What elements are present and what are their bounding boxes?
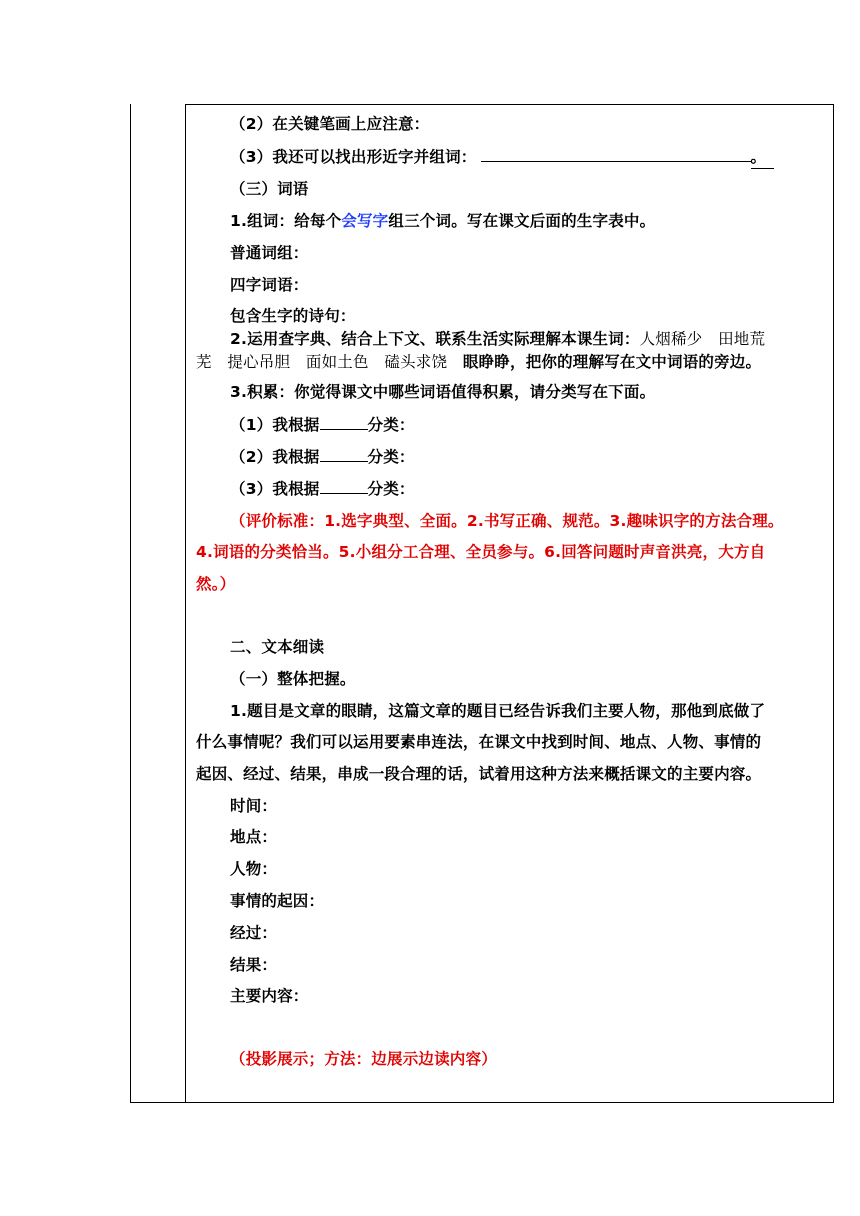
field-label: 人物： [230, 860, 278, 878]
paragraph-text: 什么事情呢？我们可以运用要素串连法，在课文中找到时间、地点、人物、事情的 [196, 733, 762, 751]
table-bottom-border [130, 1102, 834, 1103]
text-line [230, 445, 860, 468]
field-label: 经过： [230, 924, 278, 942]
table-top-border [185, 104, 834, 105]
note-text: （投影展示；方法：边展示边读内容） [230, 1050, 497, 1068]
evaluation-criteria [196, 573, 832, 595]
text-line [230, 985, 860, 1007]
text-line [230, 274, 860, 296]
line-text: 眼睁睁，把你的理解写在文中词语的旁边。 [462, 353, 762, 371]
text-line [230, 178, 860, 200]
vocab-words: 人烟稀少 田地荒 [639, 330, 766, 348]
text-line [230, 826, 860, 848]
line-text: （3）我根据 [230, 480, 320, 498]
text-line [230, 210, 860, 232]
text-line [230, 954, 860, 976]
text-line [230, 145, 860, 169]
fill-blank[interactable] [320, 413, 368, 430]
line-text: 3.积累：你觉得课文中哪些词语值得积累，请分类写在下面。 [230, 383, 656, 401]
text-line [230, 242, 860, 264]
text-line [230, 795, 860, 817]
paragraph-text: 起因、经过、结果，串成一段合理的话，试着用这种方法来概括课文的主要内容。 [196, 765, 762, 783]
text-line [196, 351, 832, 373]
line-text: （1）我根据 [230, 416, 320, 434]
field-label: 主要内容： [230, 987, 309, 1005]
eval-line: 4.词语的分类恰当。5.小组分工合理、全员参与。6.回答问题时声音洪亮，大方自 [196, 543, 766, 561]
paragraph-text: 1.题目是文章的眼睛，这篇文章的题目已经告诉我们主要人物，那他到底做了 [230, 702, 766, 720]
field-label: 地点： [230, 828, 278, 846]
line-text: （3）我还可以找出形近字并组词： [230, 148, 477, 166]
highlight-text: 会写字 [341, 212, 389, 230]
table-left-border [130, 104, 131, 1103]
section-heading: （三）词语 [230, 180, 309, 198]
text-line [230, 113, 860, 135]
text-line [230, 381, 860, 403]
text-line [230, 477, 860, 500]
text-line [230, 328, 860, 350]
evaluation-criteria [196, 541, 832, 563]
text-line [230, 413, 860, 436]
projection-note [230, 1048, 860, 1070]
text-line [196, 731, 832, 753]
table-column-divider [185, 104, 186, 1103]
line-text: 组三个词。写在课文后面的生字表中。 [388, 212, 656, 230]
text-line [230, 636, 860, 658]
fill-blank[interactable] [320, 445, 368, 462]
text-line [230, 305, 860, 327]
section-heading: 二、文本细读 [230, 638, 325, 656]
vocab-words: 芜 提心吊胆 面如土色 磕头求饶 [196, 353, 463, 371]
text-line [230, 922, 860, 944]
eval-line: （评价标准：1.选字典型、全面。2.书写正确、规范。3.趣味识字的方法合理。 [230, 512, 784, 530]
text-line [230, 890, 860, 912]
field-label: 结果： [230, 956, 278, 974]
field-label: 包含生字的诗句： [230, 307, 356, 325]
line-end: 。 [751, 146, 775, 169]
line-text: 分类： [367, 480, 415, 498]
text-line [230, 858, 860, 880]
line-text: 1.组词：给每个 [230, 212, 342, 230]
line-text: （2）我根据 [230, 448, 320, 466]
field-label: 四字词语： [230, 276, 309, 294]
subsection-heading: （一）整体把握。 [230, 670, 356, 688]
text-line [230, 700, 860, 722]
eval-line: 然。） [196, 575, 236, 593]
line-text: 分类： [367, 416, 415, 434]
line-text: 分类： [367, 448, 415, 466]
line-text: 2.运用查字典、结合上下文、联系生活实际理解本课生词： [230, 330, 640, 348]
field-label: 时间： [230, 797, 278, 815]
text-line [196, 763, 832, 785]
field-label: 事情的起因： [230, 892, 325, 910]
evaluation-criteria [230, 510, 860, 532]
line-text: （2）在关键笔画上应注意： [230, 115, 430, 133]
text-line [230, 668, 860, 690]
field-label: 普通词组： [230, 244, 309, 262]
fill-blank[interactable] [481, 145, 751, 162]
fill-blank[interactable] [320, 477, 368, 494]
